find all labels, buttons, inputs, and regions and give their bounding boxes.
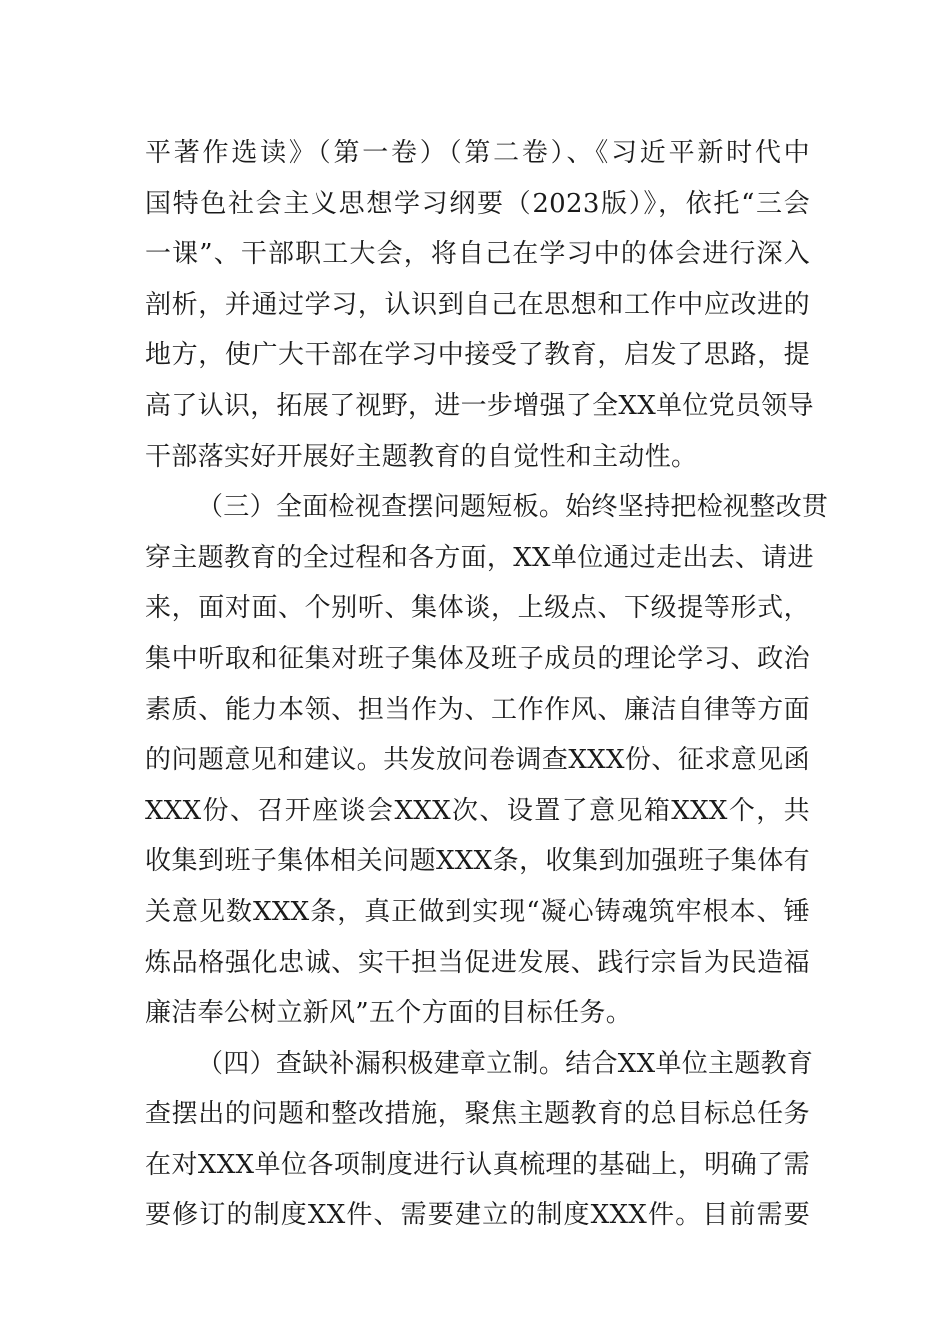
- text-line: 穿主题教育的全过程和各方面，XX单位通过走出去、请进: [145, 542, 814, 573]
- text-line: 国特色社会主义思想学习纲要（2023版）》，依托“三会: [145, 188, 810, 219]
- text-line: 炼品格强化忠诚、实干担当促进发展、践行宗旨为民造福: [145, 947, 810, 978]
- text-line: 在对XXX单位各项制度进行认真梳理的基础上，明确了需: [145, 1149, 810, 1180]
- text-line: 素质、能力本领、担当作为、工作作风、廉洁自律等方面: [145, 694, 810, 725]
- text-line: 地方，使广大干部在学习中接受了教育，启发了思路，提: [145, 340, 810, 371]
- text-line: 的问题意见和建议。共发放问卷调查XXX份、征求意见函: [145, 745, 810, 776]
- text-line: （三）全面检视查摆问题短板。始终坚持把检视整改贯: [197, 492, 829, 523]
- document-body: [145, 128, 829, 1241]
- text-line: 剖析，并通过学习，认识到自己在思想和工作中应改进的: [145, 289, 810, 320]
- text-line: 关意见数XXX条，真正做到实现“凝心铸魂筑牢根本、锤: [145, 896, 810, 927]
- text-line: 来，面对面、个别听、集体谈，上级点、下级提等形式，: [145, 593, 810, 624]
- text-line: 收集到班子集体相关问题XXX条，收集到加强班子集体有: [145, 846, 810, 877]
- text-line: 廉洁奉公树立新风”五个方面的目标任务。: [145, 998, 632, 1029]
- text-line: 干部落实好开展好主题教育的自觉性和主动性。: [145, 441, 698, 472]
- text-line: XXX份、召开座谈会XXX次、设置了意见箱XXX个，共: [145, 795, 810, 826]
- text-line: 查摆出的问题和整改措施，聚焦主题教育的总目标总任务: [145, 1099, 810, 1130]
- text-line: 一课”、干部职工大会，将自己在学习中的体会进行深入: [145, 239, 810, 270]
- text-line: 要修订的制度XX件、需要建立的制度XXX件。目前需要: [145, 1200, 810, 1231]
- text-line: 高了认识，拓展了视野，进一步增强了全XX单位党员领导: [145, 390, 814, 421]
- text-line: 平著作选读》（第一卷）（第二卷）、《习近平新时代中: [145, 138, 810, 168]
- text-line: （四）查缺补漏积极建章立制。结合XX单位主题教育: [197, 1048, 814, 1079]
- text-line: 集中听取和征集对班子集体及班子成员的理论学习、政治: [145, 643, 810, 674]
